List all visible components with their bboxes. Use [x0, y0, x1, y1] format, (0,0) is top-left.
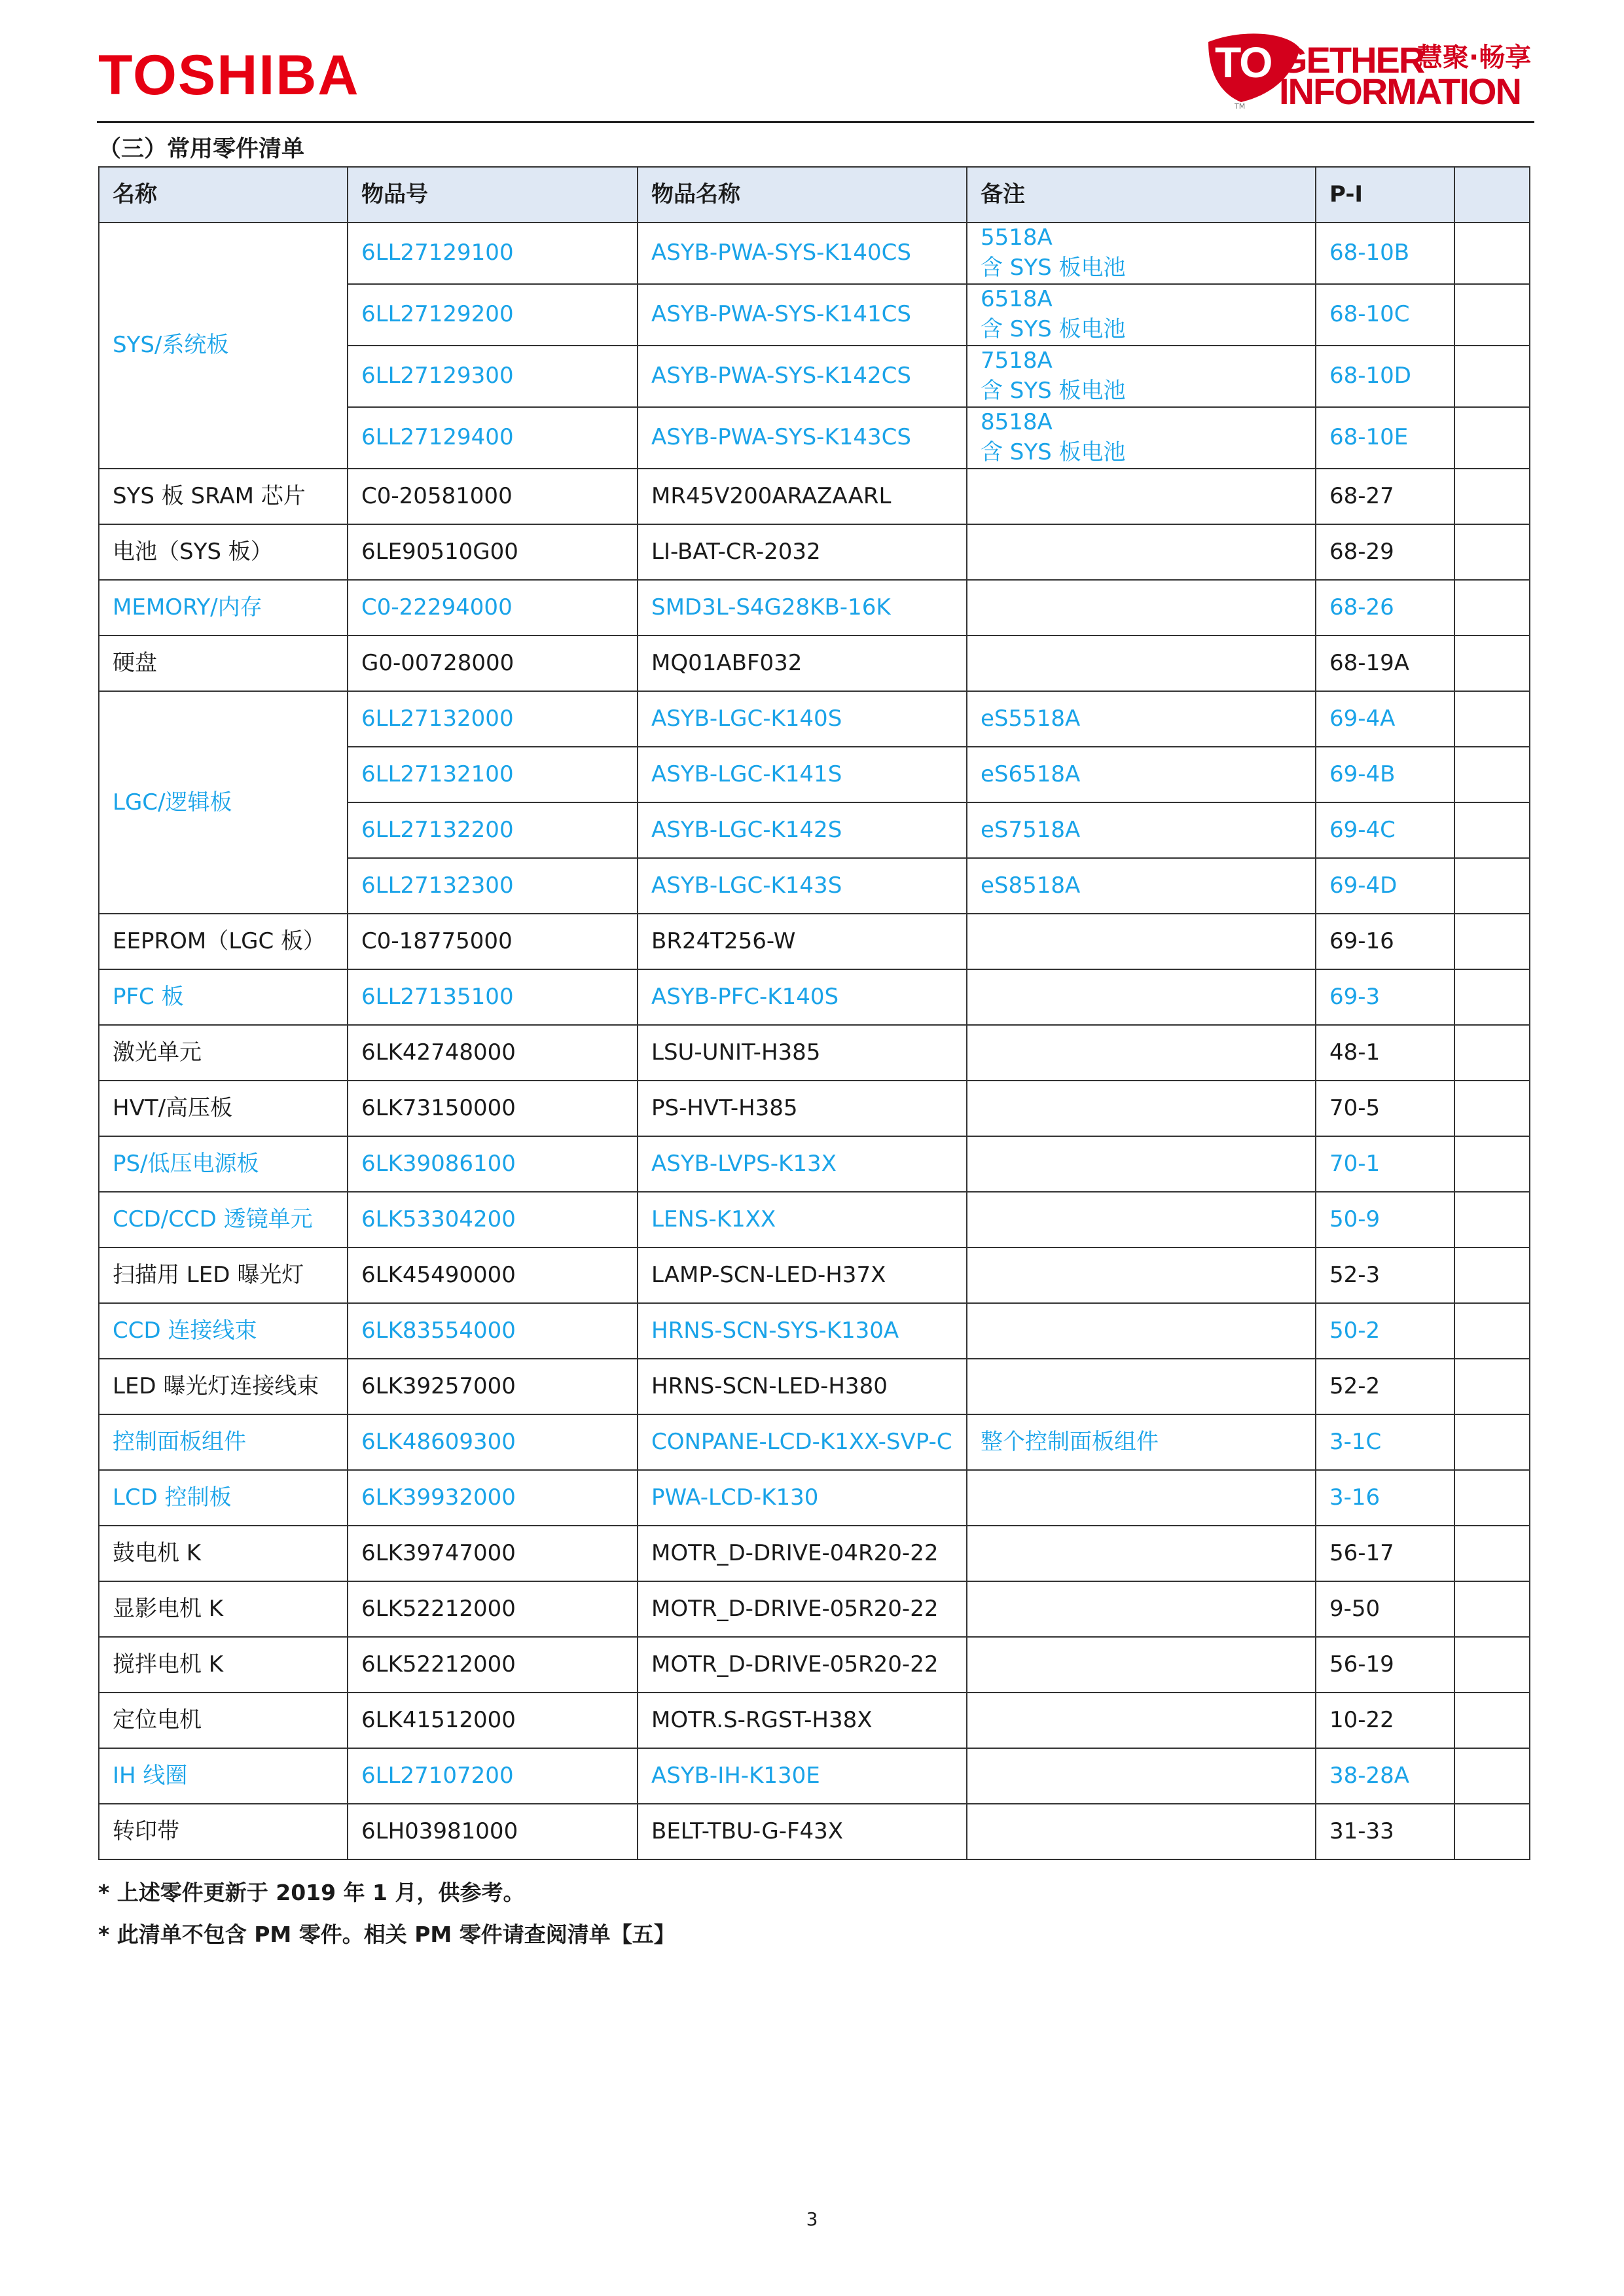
cell-part-number: 6LL27132000	[348, 691, 638, 747]
cell-pi: 69-4A	[1316, 691, 1454, 747]
cell-extra	[1454, 346, 1530, 407]
table-row	[99, 1748, 1530, 1804]
table-row	[99, 1303, 1530, 1359]
parts-table	[98, 166, 1530, 1860]
cell-part-number: 6LE90510G00	[348, 524, 638, 580]
cell-part-number: 6LK53304200	[348, 1192, 638, 1247]
cell-item-name: BR24T256-W	[638, 914, 967, 969]
cell-pi: 50-2	[1316, 1303, 1454, 1359]
cell-pi: 48-1	[1316, 1025, 1454, 1081]
cell-extra	[1454, 1247, 1530, 1303]
cell-part-number: 6LK39257000	[348, 1359, 638, 1414]
cell-item-name: HRNS-SCN-LED-H380	[638, 1359, 967, 1414]
cell-name: 控制面板组件	[99, 1414, 348, 1470]
cell-extra	[1454, 914, 1530, 969]
cell-note	[967, 469, 1316, 524]
cell-item-name: CONPANE-LCD-K1XX-SVP-C	[638, 1414, 967, 1470]
cell-item-name: ASYB-PFC-K140S	[638, 969, 967, 1025]
header-item-name: 物品名称	[638, 167, 967, 223]
brand-to-text: TO	[1215, 38, 1272, 86]
page-number: 3	[806, 2208, 818, 2230]
cell-part-number: C0-20581000	[348, 469, 638, 524]
cell-pi: 56-19	[1316, 1637, 1454, 1693]
cell-note	[967, 1637, 1316, 1693]
cell-note	[967, 1192, 1316, 1247]
cell-item-name: SMD3L-S4G28KB-16K	[638, 580, 967, 636]
cell-name: IH 线圈	[99, 1748, 348, 1804]
cell-name: SYS/系统板	[99, 223, 348, 469]
note-line: 含 SYS 板电池	[981, 378, 1126, 404]
cell-item-name: ASYB-LGC-K140S	[638, 691, 967, 747]
cell-extra	[1454, 469, 1530, 524]
cell-note	[967, 802, 1316, 858]
table-row	[99, 524, 1530, 580]
cell-pi: 31-33	[1316, 1804, 1454, 1859]
table-row	[99, 580, 1530, 636]
header-name: 名称	[99, 167, 348, 223]
cell-pi: 68-26	[1316, 580, 1454, 636]
cell-part-number: 6LL27129100	[348, 223, 638, 284]
cell-name: LED 曝光灯连接线束	[99, 1359, 348, 1414]
cell-pi: 56-17	[1316, 1526, 1454, 1581]
cell-note	[967, 223, 1316, 284]
table-row	[99, 636, 1530, 691]
brand-information-text: INFORMATION	[1279, 71, 1521, 112]
parts-table-body	[99, 223, 1530, 1859]
cell-name: 扫描用 LED 曝光灯	[99, 1247, 348, 1303]
cell-part-number: 6LK41512000	[348, 1693, 638, 1748]
cell-note	[967, 1470, 1316, 1526]
cell-pi: 9-50	[1316, 1581, 1454, 1637]
header-pi: P-I	[1316, 167, 1454, 223]
cell-extra	[1454, 1081, 1530, 1136]
cell-extra	[1454, 284, 1530, 346]
cell-pi: 70-5	[1316, 1081, 1454, 1136]
cell-extra	[1454, 1526, 1530, 1581]
together-information-logo	[1202, 29, 1536, 112]
cell-item-name: LENS-K1XX	[638, 1192, 967, 1247]
table-row	[99, 1470, 1530, 1526]
cell-part-number: 6LK39932000	[348, 1470, 638, 1526]
cell-item-name: LAMP-SCN-LED-H37X	[638, 1247, 967, 1303]
cell-pi: 68-29	[1316, 524, 1454, 580]
cell-pi: 10-22	[1316, 1693, 1454, 1748]
cell-note	[967, 691, 1316, 747]
cell-extra	[1454, 1192, 1530, 1247]
cell-item-name: ASYB-PWA-SYS-K140CS	[638, 223, 967, 284]
table-row	[99, 914, 1530, 969]
cell-extra	[1454, 747, 1530, 802]
cell-note	[967, 407, 1316, 469]
table-row	[99, 691, 1530, 747]
cell-pi: 68-27	[1316, 469, 1454, 524]
cell-name: 电池（SYS 板）	[99, 524, 348, 580]
cell-item-name: ASYB-LVPS-K13X	[638, 1136, 967, 1192]
cell-part-number: 6LK48609300	[348, 1414, 638, 1470]
cell-item-name: MOTR_D-DRIVE-04R20-22	[638, 1526, 967, 1581]
cell-pi: 68-19A	[1316, 636, 1454, 691]
cell-part-number: 6LL27129300	[348, 346, 638, 407]
note-line: 8518A	[981, 409, 1053, 436]
header-extra	[1454, 167, 1530, 223]
note-line: eS6518A	[981, 761, 1081, 788]
cell-name: PFC 板	[99, 969, 348, 1025]
cell-note	[967, 914, 1316, 969]
cell-extra	[1454, 1637, 1530, 1693]
cell-name: 定位电机	[99, 1693, 348, 1748]
cell-pi: 3-1C	[1316, 1414, 1454, 1470]
footnote-pm: * 此清单不包含 PM 零件。相关 PM 零件请查阅清单【五】	[98, 1922, 676, 1947]
table-row	[99, 1414, 1530, 1470]
cell-name: LCD 控制板	[99, 1470, 348, 1526]
brand-tm-mark: TM	[1235, 102, 1246, 111]
footnote-update: * 上述零件更新于 2019 年 1 月，供参考。	[98, 1880, 525, 1905]
cell-name: CCD 连接线束	[99, 1303, 348, 1359]
cell-item-name: ASYB-IH-K130E	[638, 1748, 967, 1804]
cell-pi: 38-28A	[1316, 1748, 1454, 1804]
cell-extra	[1454, 407, 1530, 469]
cell-name: SYS 板 SRAM 芯片	[99, 469, 348, 524]
cell-item-name: MOTR_D-DRIVE-05R20-22	[638, 1637, 967, 1693]
table-row	[99, 1359, 1530, 1414]
table-row	[99, 1136, 1530, 1192]
table-row	[99, 1804, 1530, 1859]
note-line: eS7518A	[981, 817, 1081, 844]
table-row	[99, 1192, 1530, 1247]
toshiba-logo: TOSHIBA	[98, 44, 360, 107]
cell-item-name: LI-BAT-CR-2032	[638, 524, 967, 580]
cell-part-number: G0-00728000	[348, 636, 638, 691]
cell-part-number: 6LL27107200	[348, 1748, 638, 1804]
cell-extra	[1454, 1414, 1530, 1470]
cell-part-number: 6LL27129400	[348, 407, 638, 469]
cell-extra	[1454, 636, 1530, 691]
cell-pi: 68-10E	[1316, 407, 1454, 469]
note-line: 5518A	[981, 224, 1053, 251]
brand-chinese-text: 慧聚·畅享	[1416, 43, 1532, 73]
cell-item-name: HRNS-SCN-SYS-K130A	[638, 1303, 967, 1359]
cell-note	[967, 1359, 1316, 1414]
cell-part-number: 6LK52212000	[348, 1637, 638, 1693]
cell-extra	[1454, 1359, 1530, 1414]
cell-name: 激光单元	[99, 1025, 348, 1081]
table-row	[99, 1637, 1530, 1693]
cell-extra	[1454, 691, 1530, 747]
cell-note	[967, 346, 1316, 407]
cell-pi: 52-3	[1316, 1247, 1454, 1303]
cell-name: MEMORY/内存	[99, 580, 348, 636]
cell-item-name: PS-HVT-H385	[638, 1081, 967, 1136]
cell-extra	[1454, 1470, 1530, 1526]
cell-name: 硬盘	[99, 636, 348, 691]
cell-item-name: ASYB-PWA-SYS-K143CS	[638, 407, 967, 469]
cell-name: CCD/CCD 透镜单元	[99, 1192, 348, 1247]
cell-note	[967, 1693, 1316, 1748]
cell-name: LGC/逻辑板	[99, 691, 348, 914]
note-line: eS5518A	[981, 706, 1081, 732]
cell-note	[967, 636, 1316, 691]
table-row	[99, 1025, 1530, 1081]
cell-pi: 69-4B	[1316, 747, 1454, 802]
cell-item-name: ASYB-LGC-K143S	[638, 858, 967, 914]
cell-item-name: ASYB-LGC-K142S	[638, 802, 967, 858]
cell-extra	[1454, 524, 1530, 580]
cell-item-name: ASYB-PWA-SYS-K142CS	[638, 346, 967, 407]
cell-extra	[1454, 802, 1530, 858]
table-row	[99, 1247, 1530, 1303]
cell-extra	[1454, 1804, 1530, 1859]
cell-pi: 69-4C	[1316, 802, 1454, 858]
section-title: （三）常用零件清单	[98, 136, 305, 162]
table-row	[99, 1693, 1530, 1748]
cell-part-number: 6LK83554000	[348, 1303, 638, 1359]
cell-pi: 69-16	[1316, 914, 1454, 969]
cell-note	[967, 1748, 1316, 1804]
cell-part-number: 6LK73150000	[348, 1081, 638, 1136]
cell-name: 转印带	[99, 1804, 348, 1859]
cell-part-number: 6LH03981000	[348, 1804, 638, 1859]
cell-extra	[1454, 1136, 1530, 1192]
cell-part-number: 6LL27135100	[348, 969, 638, 1025]
cell-pi: 52-2	[1316, 1359, 1454, 1414]
note-line: 整个控制面板组件	[981, 1429, 1159, 1456]
note-line: 含 SYS 板电池	[981, 255, 1126, 281]
cell-pi: 69-4D	[1316, 858, 1454, 914]
table-row	[99, 1081, 1530, 1136]
cell-note	[967, 524, 1316, 580]
note-line: 7518A	[981, 348, 1053, 374]
cell-extra	[1454, 1748, 1530, 1804]
cell-note	[967, 1414, 1316, 1470]
cell-pi: 68-10C	[1316, 284, 1454, 346]
table-row	[99, 969, 1530, 1025]
cell-item-name: PWA-LCD-K130	[638, 1470, 967, 1526]
cell-part-number: 6LL27132300	[348, 858, 638, 914]
cell-note	[967, 1025, 1316, 1081]
cell-part-number: C0-18775000	[348, 914, 638, 969]
cell-item-name: MR45V200ARAZAARL	[638, 469, 967, 524]
brand-together-text: GETHER	[1279, 39, 1424, 81]
note-line: eS8518A	[981, 872, 1081, 899]
cell-pi: 68-10D	[1316, 346, 1454, 407]
cell-note	[967, 1136, 1316, 1192]
cell-item-name: MOTR_D-DRIVE-05R20-22	[638, 1581, 967, 1637]
table-header-row	[99, 167, 1530, 223]
cell-item-name: LSU-UNIT-H385	[638, 1025, 967, 1081]
cell-name: 鼓电机 K	[99, 1526, 348, 1581]
header-note: 备注	[967, 167, 1316, 223]
cell-item-name: MQ01ABF032	[638, 636, 967, 691]
cell-part-number: 6LK39747000	[348, 1526, 638, 1581]
cell-note	[967, 1081, 1316, 1136]
cell-note	[967, 858, 1316, 914]
cell-part-number: 6LL27129200	[348, 284, 638, 346]
cell-extra	[1454, 1303, 1530, 1359]
cell-name: EEPROM（LGC 板）	[99, 914, 348, 969]
table-row	[99, 469, 1530, 524]
cell-part-number: 6LK52212000	[348, 1581, 638, 1637]
cell-extra	[1454, 1693, 1530, 1748]
cell-note	[967, 1247, 1316, 1303]
cell-note	[967, 580, 1316, 636]
cell-pi: 70-1	[1316, 1136, 1454, 1192]
cell-note	[967, 747, 1316, 802]
cell-name: 显影电机 K	[99, 1581, 348, 1637]
cell-extra	[1454, 969, 1530, 1025]
cell-pi: 68-10B	[1316, 223, 1454, 284]
header-rule	[97, 121, 1534, 123]
cell-part-number: 6LL27132200	[348, 802, 638, 858]
cell-item-name: ASYB-LGC-K141S	[638, 747, 967, 802]
cell-extra	[1454, 223, 1530, 284]
cell-note	[967, 1581, 1316, 1637]
cell-item-name: MOTR.S-RGST-H38X	[638, 1693, 967, 1748]
cell-note	[967, 969, 1316, 1025]
cell-item-name: BELT-TBU-G-F43X	[638, 1804, 967, 1859]
cell-item-name: ASYB-PWA-SYS-K141CS	[638, 284, 967, 346]
cell-name: HVT/高压板	[99, 1081, 348, 1136]
note-line: 含 SYS 板电池	[981, 316, 1126, 342]
table-row	[99, 223, 1530, 284]
cell-part-number: C0-22294000	[348, 580, 638, 636]
cell-name: PS/低压电源板	[99, 1136, 348, 1192]
cell-note	[967, 1526, 1316, 1581]
header-part-number: 物品号	[348, 167, 638, 223]
note-line: 含 SYS 板电池	[981, 439, 1126, 465]
cell-extra	[1454, 1581, 1530, 1637]
cell-part-number: 6LK42748000	[348, 1025, 638, 1081]
table-row	[99, 1526, 1530, 1581]
cell-note	[967, 1303, 1316, 1359]
cell-extra	[1454, 1025, 1530, 1081]
cell-note	[967, 1804, 1316, 1859]
cell-extra	[1454, 858, 1530, 914]
cell-part-number: 6LL27132100	[348, 747, 638, 802]
note-line: 6518A	[981, 286, 1053, 313]
cell-pi: 50-9	[1316, 1192, 1454, 1247]
cell-part-number: 6LK45490000	[348, 1247, 638, 1303]
cell-pi: 3-16	[1316, 1470, 1454, 1526]
cell-extra	[1454, 580, 1530, 636]
table-row	[99, 1581, 1530, 1637]
cell-pi: 69-3	[1316, 969, 1454, 1025]
cell-note	[967, 284, 1316, 346]
cell-part-number: 6LK39086100	[348, 1136, 638, 1192]
cell-name: 搅拌电机 K	[99, 1637, 348, 1693]
